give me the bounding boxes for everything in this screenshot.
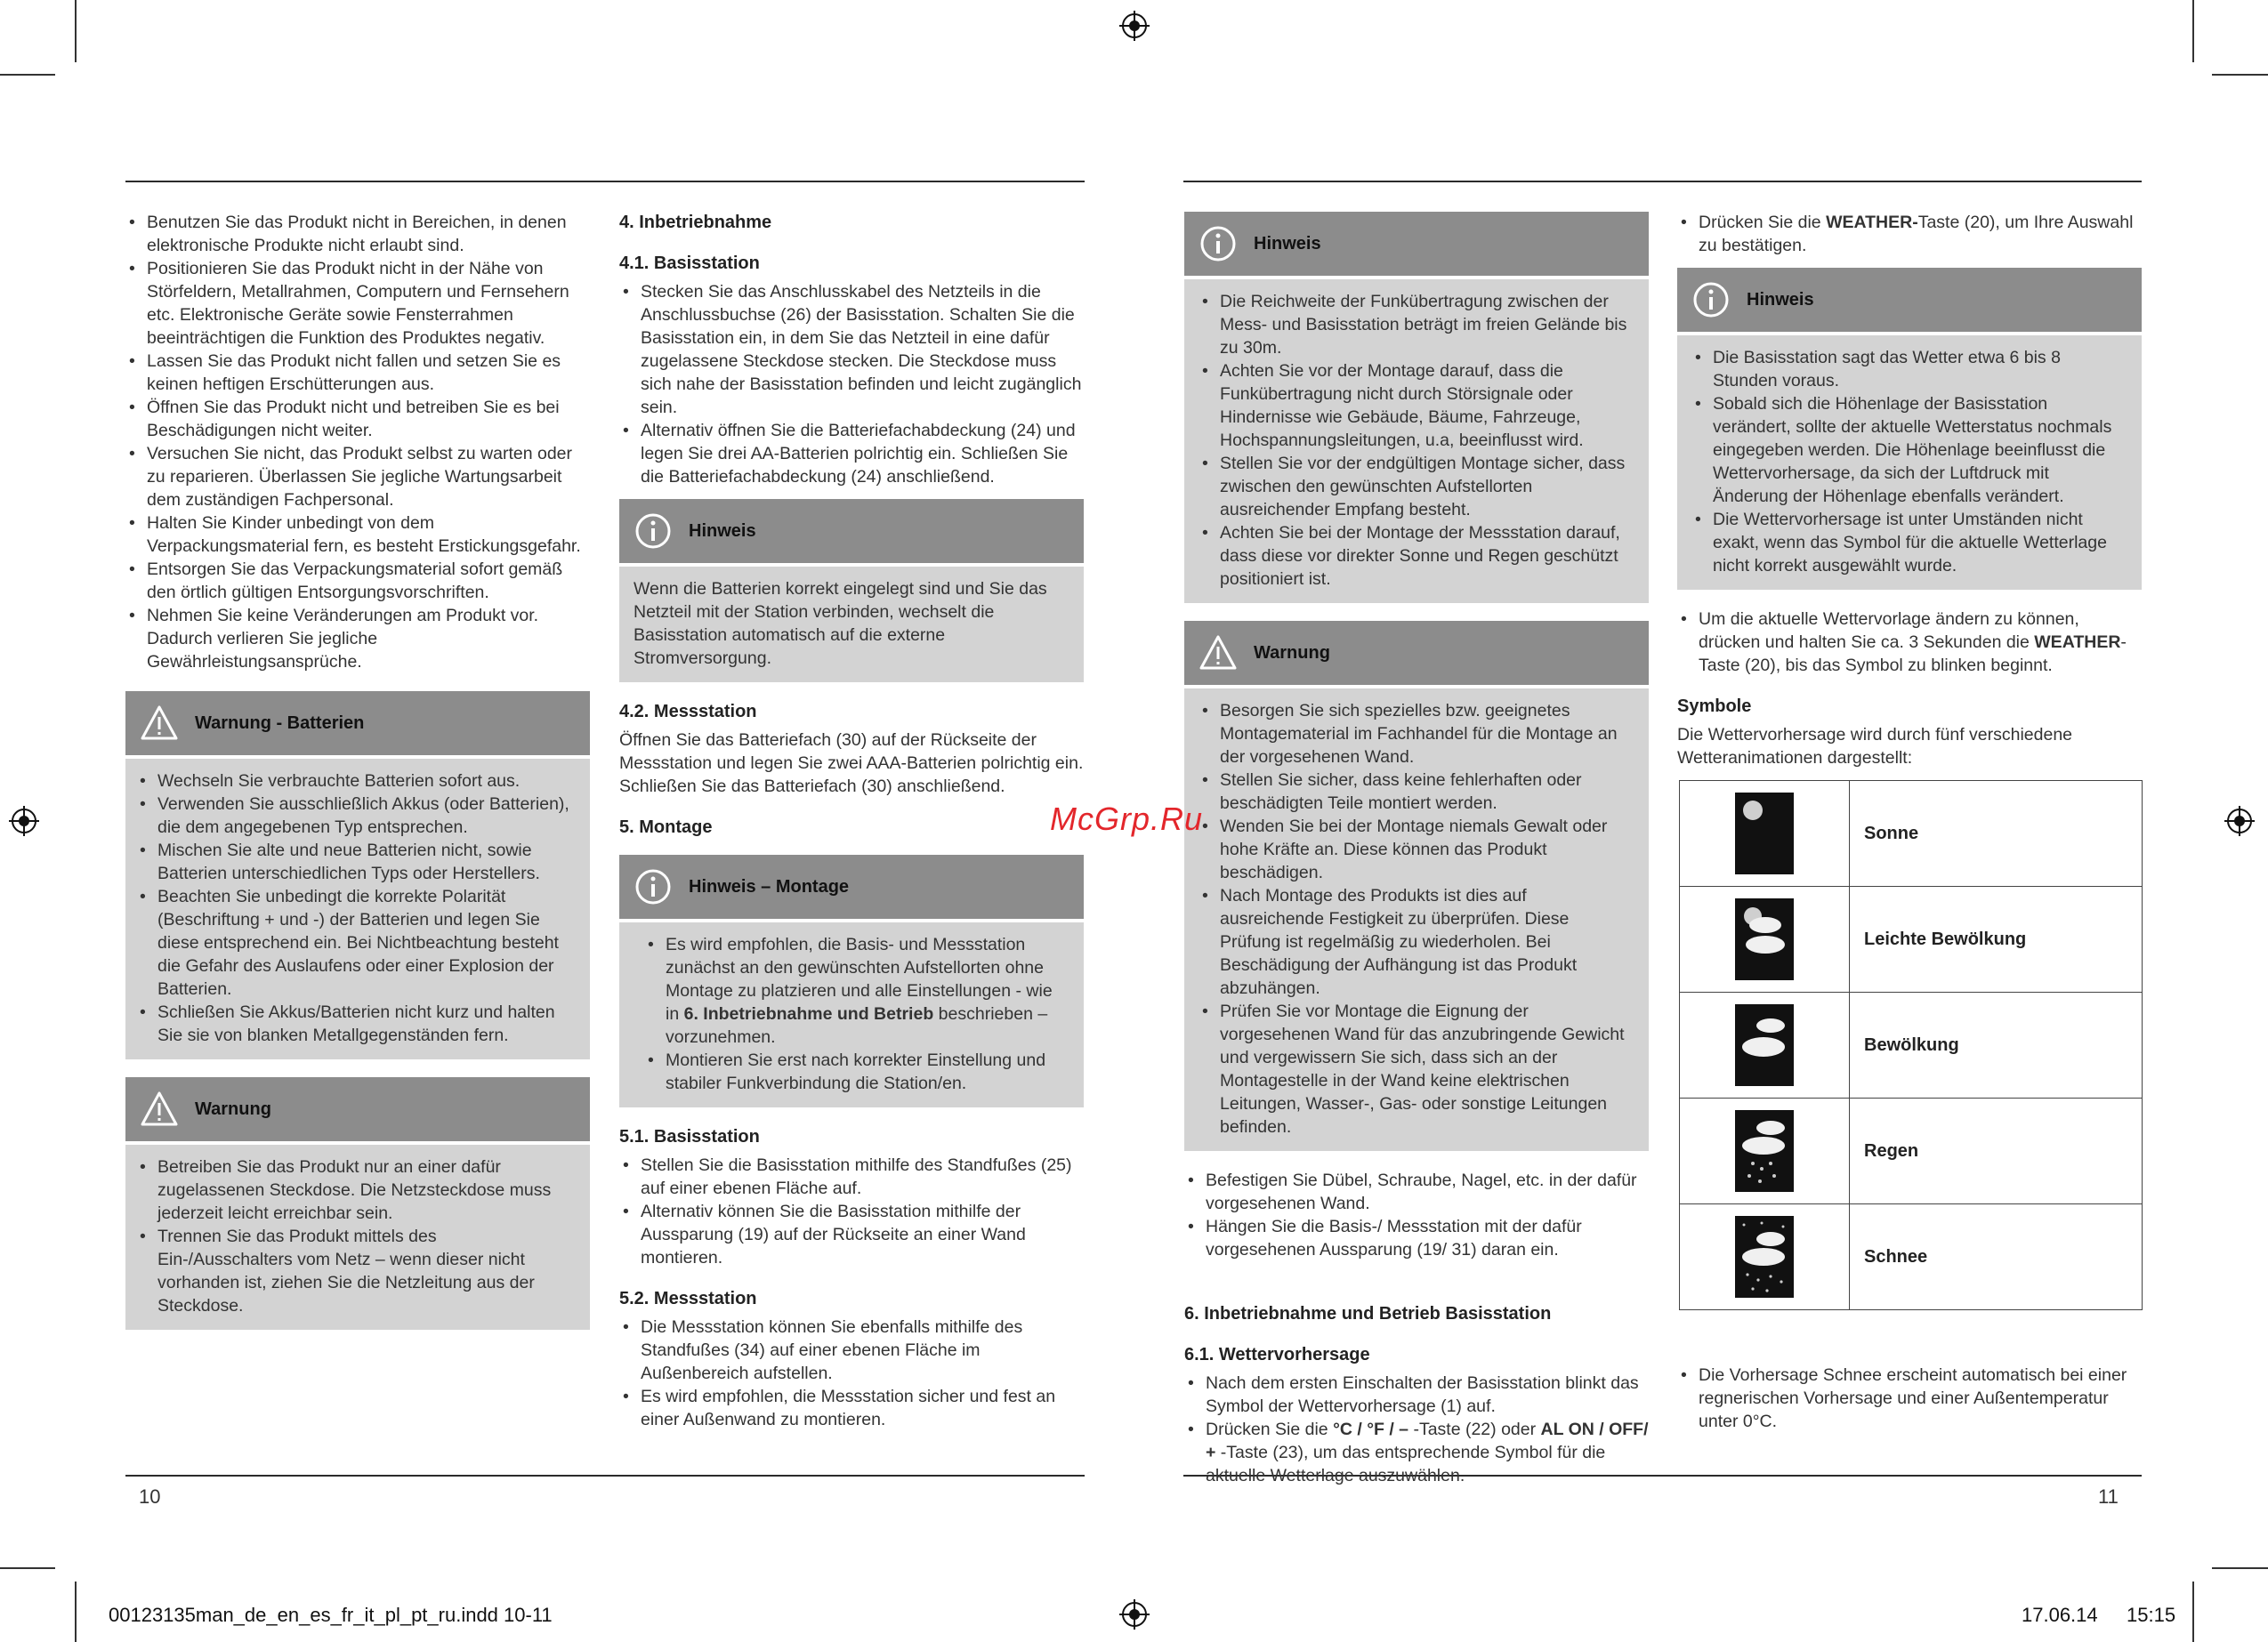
list-item: • Drücken Sie die °C / °F / – -Taste (22) oder AL ON / OFF/ + -Taste (23), um das entsprechende Symbol für die aktuelle Wetterlage auszuwählen. bbox=[1184, 1418, 1649, 1487]
list-item: • Stellen Sie vor der endgültigen Montage sicher, dass zwischen den gewünschten Aufstellorten ausreichender Empfang besteht. bbox=[1199, 452, 1634, 521]
note-weather-box bbox=[1677, 268, 2142, 590]
note-box bbox=[619, 499, 1084, 682]
list-item: • Stecken Sie das Anschlusskabel des Netzteils in die Anschlussbuchse (26) der Basisstation. Schalten Sie die Basisstation ein, in dem Sie das Netzteil in eine dafür zugelassene Steckdose stecken. Die Steckdose muss sich nahe der Basisstation befinden und leicht zugänglich sein. bbox=[619, 280, 1084, 419]
info-icon bbox=[1691, 280, 1731, 319]
symbol-label: Leichte Bewölkung bbox=[1850, 887, 2143, 993]
column-2 bbox=[619, 211, 1084, 1431]
crop-mark bbox=[0, 1567, 55, 1569]
subsection-heading: 4.1. Basisstation bbox=[619, 254, 760, 273]
list-item: • Schließen Sie Akkus/Batterien nicht kurz und halten Sie sie von blanken Metallgegenständen fern. bbox=[136, 1001, 576, 1047]
list-item: • Beachten Sie unbedingt die korrekte Polarität (Beschriftung + und -) der Batterien und legen Sie diese entsprechend ein. Bei Nichtbeachtung besteht die Gefahr des Auslaufens oder einer Explosion der Batterien. bbox=[136, 885, 576, 1001]
list-item: • Alternativ können Sie die Basisstation mithilfe der Aussparung (19) auf der Rückseite an einer Wand montieren. bbox=[619, 1200, 1084, 1269]
warning-icon bbox=[1199, 633, 1238, 672]
table-row bbox=[1680, 887, 2143, 993]
symbol-label: Schnee bbox=[1850, 1204, 2143, 1310]
print-footer-time: 15:15 bbox=[2127, 1604, 2176, 1626]
warning-general-title: Warnung bbox=[195, 1099, 271, 1119]
table-row bbox=[1680, 1204, 2143, 1310]
page-number-right: 11 bbox=[2098, 1485, 2119, 1508]
note-range-box bbox=[1184, 212, 1649, 603]
list-item: • Die Wettervorhersage ist unter Umständen nicht exakt, wenn das Symbol für die aktuelle Wetterlage nicht korrekt ausgewählt wurde. bbox=[1691, 508, 2127, 577]
crop-mark bbox=[2192, 0, 2194, 62]
list-item: • Prüfen Sie vor Montage die Eignung der vorgesehenen Wand für das anzubringende Gewicht und vergewissern Sie sich, dass sich an der Montagestelle in der Wand keine elektrischen Leitungen, Wasser-, Gas- oder sonstige Leitungen befinden. bbox=[1199, 1000, 1634, 1139]
list-item: • Stellen Sie sicher, dass keine fehlerhaften oder beschädigten Teile montiert werden. bbox=[1199, 769, 1634, 815]
list-item: • Wechseln Sie verbrauchte Batterien sofort aus. bbox=[136, 769, 576, 793]
column-1 bbox=[125, 211, 590, 1330]
info-icon bbox=[634, 511, 673, 551]
safety-list bbox=[125, 211, 590, 673]
note-title: Hinweis bbox=[689, 521, 756, 541]
snow-icon bbox=[1735, 1216, 1794, 1298]
list-item: • Die Vorhersage Schnee erscheint automatisch bei einer regnerischen Vorhersage und einer Außentemperatur unter 0°C. bbox=[1677, 1364, 2142, 1433]
registration-mark-icon bbox=[1119, 1599, 1150, 1630]
crop-mark bbox=[75, 0, 77, 62]
list-item: • Besorgen Sie sich spezielles bzw. geeignetes Montagematerial im Fachhandel für die Montage an der vorgesehenen Wand. bbox=[1199, 699, 1634, 769]
table-row bbox=[1680, 993, 2143, 1099]
list-item: • Die Reichweite der Funkübertragung zwischen der Mess- und Basisstation beträgt im freien Gelände bis zu 30m. bbox=[1199, 290, 1634, 359]
column-3 bbox=[1184, 212, 1649, 1487]
list-item: • Hängen Sie die Basis-/ Messstation mit der dafür vorgesehenen Aussparung (19/ 31) daran ein. bbox=[1184, 1215, 1649, 1261]
registration-mark-icon bbox=[9, 806, 39, 836]
note-mounting-title: Hinweis – Montage bbox=[689, 877, 850, 897]
list-item: • Sobald sich die Höhenlage der Basisstation verändert, sollte der aktuelle Wetterstatus nochmals eingegeben werden. Die Höhenlage beeinflusst die Wettervorhersage, da sich der Luftdruck mit Änderung der Höhenlage ebenfalls verändert. bbox=[1691, 392, 2127, 508]
list-item: • Montieren Sie erst nach korrekter Einstellung und stabiler Funkverbindung die Station/en. bbox=[644, 1049, 1069, 1095]
list-item: • Trennen Sie das Produkt mittels des Ein-/Ausschalters vom Netz – wenn dieser nicht vorhanden ist, ziehen Sie die Netzleitung aus der Steckdose. bbox=[136, 1225, 576, 1317]
section-heading: 5. Montage bbox=[619, 817, 713, 837]
warning-icon bbox=[140, 704, 179, 743]
subsection-heading: 5.2. Messstation bbox=[619, 1289, 757, 1308]
list-item: • Mischen Sie alte und neue Batterien nicht, sowie Batterien unterschiedlichen Typs oder Herstellers. bbox=[136, 839, 576, 885]
list-item: • Versuchen Sie nicht, das Produkt selbst zu warten oder zu reparieren. Überlassen Sie jegliche Wartungsarbeit dem zuständigen Fachpersonal. bbox=[125, 442, 590, 511]
info-icon bbox=[634, 867, 673, 906]
paragraph: Die Wettervorhersage wird durch fünf verschiedene Wetteranimationen dargestellt: bbox=[1677, 725, 2073, 768]
cloudy-icon bbox=[1735, 1004, 1794, 1086]
column-4 bbox=[1677, 211, 2142, 769]
warning-mount-box bbox=[1184, 621, 1649, 1151]
list-item: • Nach Montage des Produkts ist dies auf ausreichende Festigkeit zu überprüfen. Diese Prüfung ist regelmäßig zu wiederholen. Bei Beschädigung der Aufhängung ist das Produkt abzuhängen. bbox=[1199, 884, 1634, 1000]
list-item: • Um die aktuelle Wettervorlage ändern zu können, drücken und halten Sie ca. 3 Sekunden die WEATHER-Taste (20), bis das Symbol zu blinken beginnt. bbox=[1677, 608, 2142, 677]
list-item: • Die Basisstation sagt das Wetter etwa 6 bis 8 Stunden voraus. bbox=[1691, 346, 2127, 392]
table-row bbox=[1680, 1099, 2143, 1204]
list-item: • Achten Sie bei der Montage der Messstation darauf, dass diese vor direkter Sonne und Regen geschützt positioniert ist. bbox=[1199, 521, 1634, 591]
warning-general-box bbox=[125, 1077, 590, 1330]
top-rule-right bbox=[1183, 181, 2142, 182]
list-item: • Alternativ öffnen Sie die Batteriefachabdeckung (24) und legen Sie drei AA-Batterien polrichtig ein. Schließen Sie die Batteriefachabdeckung (24) anschließend. bbox=[619, 419, 1084, 488]
top-rule-left bbox=[125, 181, 1085, 182]
crop-mark bbox=[75, 1582, 77, 1642]
list-item: • Betreiben Sie das Produkt nur an einer dafür zugelassenen Steckdose. Die Netzsteckdose muss jederzeit leicht erreichbar sein. bbox=[136, 1155, 576, 1225]
list-item: • Öffnen Sie das Produkt nicht und betreiben Sie es bei Beschädigungen nicht weiter. bbox=[125, 396, 590, 442]
subsection-heading: 6.1. Wettervorhersage bbox=[1184, 1345, 1370, 1364]
list-item: • Stellen Sie die Basisstation mithilfe des Standfußes (25) auf einer ebenen Fläche auf. bbox=[619, 1154, 1084, 1200]
note-weather-title: Hinweis bbox=[1747, 290, 1814, 310]
watermark: McGrp.Ru bbox=[1050, 801, 1204, 837]
list-item: • Es wird empfohlen, die Basis- und Messstation zunächst an den gewünschten Aufstellorten ohne Montage zu platzieren und alle Einstellungen - wie in 6. Inbetriebnahme und Betrieb beschrieben – vorzunehmen. bbox=[644, 933, 1069, 1049]
info-icon bbox=[1199, 224, 1238, 263]
list-item: • Benutzen Sie das Produkt nicht in Bereichen, in denen elektronische Produkte nicht erlaubt sind. bbox=[125, 211, 590, 257]
list-item: • Positionieren Sie das Produkt nicht in der Nähe von Störfeldern, Metallrahmen, Computern und Fernsehern etc. Elektronische Geräte sowie Fensterrahmen beeinträchtigen die Funktion des Produktes negativ. bbox=[125, 257, 590, 350]
section-heading: 4. Inbetriebnahme bbox=[619, 213, 772, 232]
crop-mark bbox=[2212, 74, 2268, 76]
page-number-left: 10 bbox=[139, 1485, 161, 1508]
print-footer-file: 00123135man_de_en_es_fr_it_pl_pt_ru.indd 10-11 bbox=[109, 1604, 553, 1626]
registration-mark-icon bbox=[2224, 806, 2255, 836]
warning-icon bbox=[140, 1090, 179, 1129]
bottom-rule-left bbox=[125, 1475, 1085, 1477]
crop-mark bbox=[2212, 1567, 2268, 1569]
note-range-title: Hinweis bbox=[1254, 234, 1321, 254]
symbol-label: Bewölkung bbox=[1850, 993, 2143, 1099]
subsection-heading: 4.2. Messstation bbox=[619, 702, 757, 721]
print-footer-date: 17.06.14 bbox=[2022, 1604, 2098, 1626]
list-item: • Wenden Sie bei der Montage niemals Gewalt oder hohe Kräfte an. Diese können das Produkt beschädigen. bbox=[1199, 815, 1634, 884]
symbol-label: Regen bbox=[1850, 1099, 2143, 1204]
crop-mark bbox=[0, 74, 55, 76]
partly-cloudy-icon bbox=[1735, 898, 1794, 980]
list-item: • Achten Sie vor der Montage darauf, dass die Funkübertragung nicht durch Störsignale oder Hindernisse wie Gebäude, Bäume, Fahrzeuge, Hochspannungsleitungen, u.a, beeinflusst wird. bbox=[1199, 359, 1634, 452]
rain-icon bbox=[1735, 1110, 1794, 1192]
list-item: • Nehmen Sie keine Veränderungen am Produkt vor. Dadurch verlieren Sie jegliche Gewährleistungsansprüche. bbox=[125, 604, 590, 673]
warning-mount-title: Warnung bbox=[1254, 643, 1330, 663]
list-item: • Entsorgen Sie das Verpackungsmaterial sofort gemäß den örtlich gültigen Entsorgungsvorschriften. bbox=[125, 558, 590, 604]
warning-batteries-box bbox=[125, 691, 590, 1059]
list-item: • Es wird empfohlen, die Messstation sicher und fest an einer Außenwand zu montieren. bbox=[619, 1385, 1084, 1431]
registration-mark-icon bbox=[1119, 11, 1150, 41]
weather-symbols-table bbox=[1679, 780, 2143, 1310]
list-item: • Lassen Sie das Produkt nicht fallen und setzen Sie es keinen heftigen Erschütterungen aus. bbox=[125, 350, 590, 396]
warning-batteries-title: Warnung - Batterien bbox=[195, 713, 365, 733]
snow-note bbox=[1677, 1364, 2142, 1433]
list-item: • Drücken Sie die WEATHER-Taste (20), um Ihre Auswahl zu bestätigen. bbox=[1677, 211, 2142, 257]
subsection-heading: 5.1. Basisstation bbox=[619, 1127, 760, 1147]
symbols-heading: Symbole bbox=[1677, 696, 1752, 716]
list-item: • Verwenden Sie ausschließlich Akkus (oder Batterien), die dem angegebenen Typ entsprechen. bbox=[136, 793, 576, 839]
list-item: • Befestigen Sie Dübel, Schraube, Nagel, etc. in der dafür vorgesehenen Wand. bbox=[1184, 1169, 1649, 1215]
symbol-label: Sonne bbox=[1850, 781, 2143, 887]
note-text: Wenn die Batterien korrekt eingelegt sind und Sie das Netzteil mit der Station verbinden, wechselt die Basisstation automatisch auf die externe Stromversorgung. bbox=[634, 579, 1047, 668]
note-mounting-box bbox=[619, 855, 1084, 1107]
list-item: • Die Messstation können Sie ebenfalls mithilfe des Standfußes (34) auf einer ebenen Fläche im Außenbereich aufstellen. bbox=[619, 1316, 1084, 1385]
crop-mark bbox=[2192, 1582, 2194, 1642]
list-item: • Nach dem ersten Einschalten der Basisstation blinkt das Symbol der Wettervorhersage (1) auf. bbox=[1184, 1372, 1649, 1418]
paragraph: Öffnen Sie das Batteriefach (30) auf der Rückseite der Messstation und legen Sie zwei AAA-Batterien polrichtig ein. Schließen Sie das Batteriefach (30) anschließend. bbox=[619, 730, 1084, 796]
sun-icon bbox=[1735, 793, 1794, 874]
section-heading: 6. Inbetriebnahme und Betrieb Basisstation bbox=[1184, 1304, 1552, 1324]
list-item: • Halten Sie Kinder unbedingt von dem Verpackungsmaterial fern, es besteht Erstickungsgefahr. bbox=[125, 511, 590, 558]
table-row bbox=[1680, 781, 2143, 887]
